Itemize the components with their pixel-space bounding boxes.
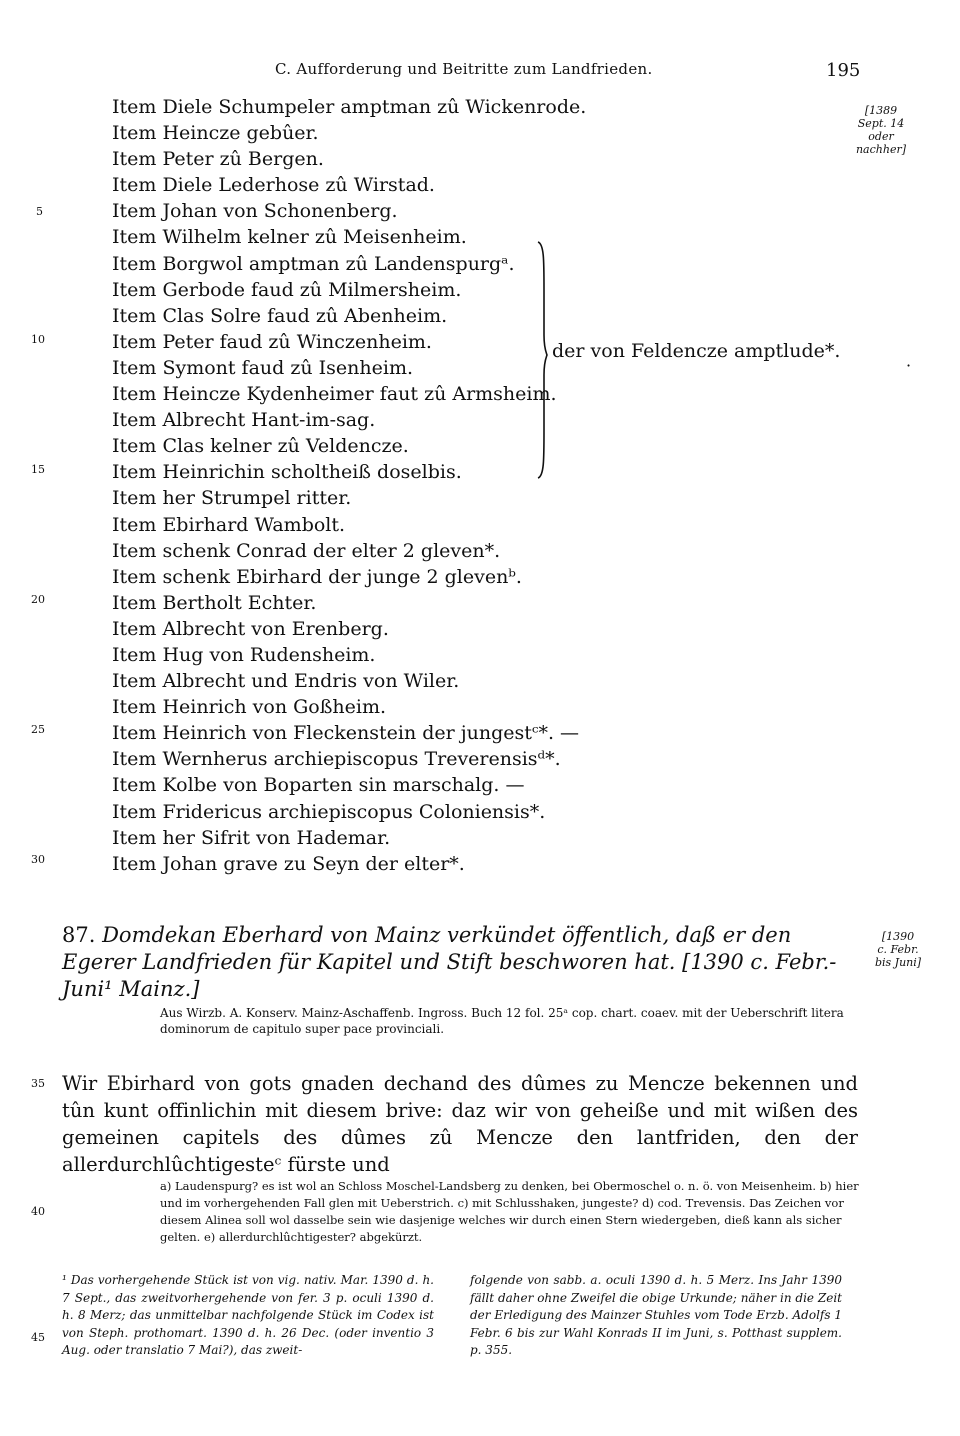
footnotes-letters: a) Laudenspurg? es ist wol an Schloss Moschel-Landsberg zu denken, bei Obermoschel o. n. ö. von Meisenheim. b) hier und im vorhergehenden Fall glen mit Ueberstrich. c) mit Schlusshaken, jungeste? d) cod. Trevensis. Das Zeichen vor diesem Alinea soll wol dasselbe sein wie dasjenige welches wir durch einen Stern wiedergeben, dieß kann als sicher gelten. e) allerdurchlûchtigester? abgekürzt.: [160, 1179, 859, 1244]
list-item: Item schenk Conrad der elter 2 gleven*.: [112, 539, 501, 562]
line-number: 10: [31, 333, 45, 346]
list-item: Item Heinrich von Goßheim.: [112, 696, 387, 719]
list-item: Item Clas Solre faud zû Abenheim.: [112, 304, 448, 327]
list-item: Item schenk Ebirhard der junge 2 glevenᵇ.: [112, 565, 522, 588]
list-item: Item Kolbe von Boparten sin marschalg. —: [112, 774, 525, 797]
line-number: 5: [36, 205, 43, 218]
margin-note-line: bis Juni]: [874, 956, 922, 969]
list-item: Item Albrecht von Erenberg.: [112, 617, 389, 640]
list-item: Item Fridericus archiepiscopus Coloniensis*.: [112, 800, 546, 823]
list-item: Item Bertholt Echter.: [112, 591, 317, 614]
list-item: Item Heincze gebûer.: [112, 122, 319, 145]
item-list: [112, 94, 586, 877]
list-item: Item Ebirhard Wambolt.: [112, 513, 346, 536]
list-item: Item Peter faud zû Winczenheim.: [112, 330, 432, 353]
line-number: 35: [31, 1077, 45, 1090]
margin-note-line: oder: [868, 130, 894, 143]
margin-note-line: nachher]: [855, 143, 907, 156]
margin-note-line: Sept. 14: [857, 117, 905, 130]
footnote-1-right: folgende von sabb. a. oculi 1390 d. h. 5 Merz. Ins Jahr 1390 fällt daher ohne Zweifel die obige Urkunde; näher in die Zeit der Erledigung des Mainzer Stuhles vom Tode Erzb. Adolfs 1 Febr. 6 bis zur Wahl Konrads II im Juni, s. Potthast supplem. p. 355.: [470, 1273, 842, 1357]
line-number: 20: [31, 593, 45, 606]
running-header: C. Aufforderung und Beitritte zum Landfrieden.: [275, 60, 653, 78]
list-item: Item Heinrich von Fleckenstein der jungestᶜ*. —: [112, 722, 580, 745]
line-number: 25: [31, 723, 45, 736]
footnote-1-left: ¹ Das vorhergehende Stück ist von vig. nativ. Mar. 1390 d. h. 7 Sept., das zweitvorhergehende von fer. 3 p. oculi 1390 d. h. 8 Merz; das unmittelbar nachfolgende Stück im Codex ist von Steph. prothomart. 1390 d. h. 26 Dec. (oder inventio 3 Aug. oder translatio 7 Mai?), das zweit-: [62, 1273, 434, 1357]
line-number: 15: [31, 463, 45, 476]
list-item: Item Diele Schumpeler amptman zû Wickenrode.: [112, 96, 587, 118]
curly-brace-icon: [536, 240, 548, 480]
source-note: Aus Wirzb. A. Konserv. Mainz-Aschaffenb. Ingross. Buch 12 fol. 25ᵃ cop. chart. coaev. mit der Ueberschrift litera dominorum de capitulo super pace provinciali.: [160, 1006, 844, 1036]
line-number: 40: [31, 1205, 45, 1218]
margin-date-note: [846, 104, 916, 156]
margin-date-note-87: [858, 930, 938, 969]
list-item: Item Symont faud zû Isenheim.: [112, 356, 413, 379]
document-title: Domdekan Eberhard von Mainz verkündet öffentlich, daß er den Egerer Landfrieden für Kapitel und Stift beschworen hat. [1390 c. Febr.-Juni¹ Mainz.]: [62, 923, 837, 1001]
document-heading: [62, 922, 862, 1003]
list-item: Item Hug von Rudensheim.: [112, 643, 376, 666]
list-item: Item Wilhelm kelner zû Meisenheim.: [112, 226, 467, 249]
page-number: 195: [826, 60, 861, 81]
stray-dot: ·: [906, 356, 912, 375]
list-item: Item Heincze Kydenheimer faut zû Armsheim.: [112, 383, 557, 406]
list-item: Item Diele Lederhose zû Wirstad.: [112, 174, 435, 197]
list-item: Item Gerbode faud zû Milmersheim.: [112, 278, 462, 301]
list-item: Item her Sifrit von Hademar.: [112, 826, 391, 849]
list-item: Item Albrecht Hant-im-sag.: [112, 409, 376, 432]
margin-note-line: [1389: [864, 104, 898, 117]
brace-group-label: der von Feldencze amptlude*.: [552, 340, 841, 362]
list-item: Item Johan grave zu Seyn der elter*.: [112, 852, 465, 875]
margin-note-line: c. Febr.: [877, 943, 919, 956]
list-item: Item Peter zû Bergen.: [112, 148, 324, 171]
list-item: Item Johan von Schonenberg.: [112, 200, 398, 223]
list-item: Item her Strumpel ritter.: [112, 487, 352, 510]
margin-note-line: [1390: [881, 930, 915, 943]
document-number: 87.: [62, 923, 96, 947]
document-body: Wir Ebirhard von gots gnaden dechand des dûmes zu Mencze bekennen und tûn kunt offinlichin mit diesem brive: daz wir von geheiße und mit wißen des gemeinen capitels des dûmes zû Mencze den lantfriden, den der allerdurchlûchtigesteᶜ fürste und: [62, 1072, 858, 1176]
list-item: Item Albrecht und Endris von Wiler.: [112, 670, 460, 693]
list-item: Item Clas kelner zû Veldencze.: [112, 435, 409, 458]
list-item: Item Borgwol amptman zû Landenspurgᵃ.: [112, 252, 515, 275]
list-item: Item Heinrichin scholtheiß doselbis.: [112, 461, 462, 484]
line-number: 30: [31, 853, 45, 866]
list-item: Item Wernherus archiepiscopus Treverensisᵈ*.: [112, 748, 561, 771]
line-number: 45: [31, 1331, 45, 1344]
